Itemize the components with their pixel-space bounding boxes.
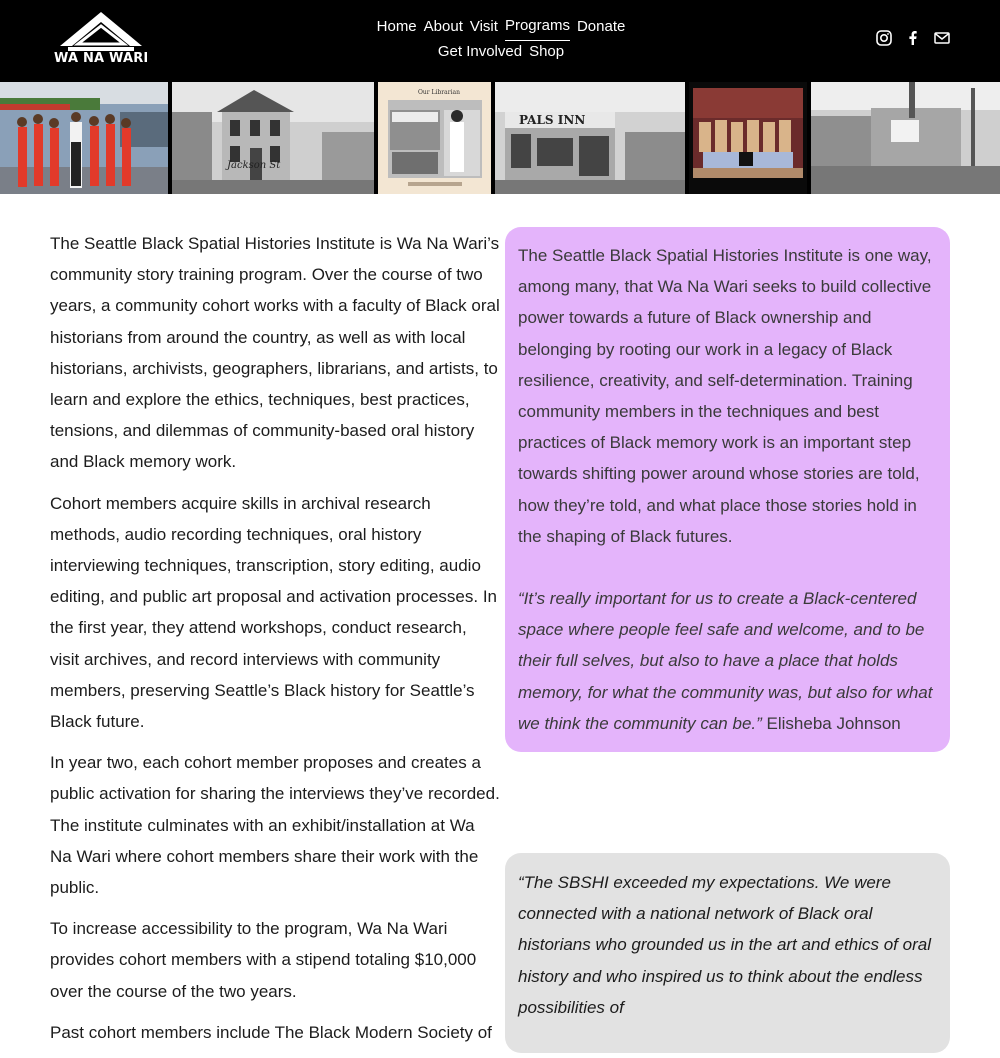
social-links: [876, 30, 950, 46]
nav-visit[interactable]: Visit: [469, 18, 498, 35]
instagram-icon[interactable]: [876, 30, 892, 46]
testimonial-card: [505, 853, 950, 1053]
nav-shop[interactable]: Shop: [529, 43, 565, 60]
quote-text: “It’s really important for us to create a Black-centered space where people feel safe and welcome, and to be their full selves, but also to have a place that holds memory, for what the community was, but also for what we think the community can be.”: [518, 589, 933, 733]
paragraph-intro: The Seattle Black Spatial Histories Institute is Wa Na Wari’s community story training program. Over the course of two years, a community cohort works with a faculty of Black oral historians from around the country, as well as with local historians, archivists, geographers, librarians, and artists, to learn and explore the ethics, techniques, best practices, tensions, and dilemmas of community-based oral history and Black memory work.: [50, 234, 500, 472]
nav-home[interactable]: Home: [376, 18, 417, 35]
photo-caption-librarian: Our Librarian: [418, 89, 460, 96]
nav-get-involved[interactable]: Get Involved: [437, 43, 523, 60]
nav-donate[interactable]: Donate: [576, 18, 626, 35]
paragraph-year-two: In year two, each cohort member proposes and creates a public activation for sharing the interviews they’ve recorded. The institute culminates with an exhibit/installation at Wa Na Wari where cohort members share their work with the public.: [50, 753, 500, 898]
site-header: [0, 0, 1000, 82]
logo[interactable]: [54, 10, 148, 68]
photo-house: [172, 82, 374, 194]
mission-text: The Seattle Black Spatial Histories Institute is one way, among many, that Wa Na Wari seeks to build collective power towards a future of Black ownership and belonging by rooting our work in a legacy of Black resilience, creativity, and self-determination. Training community members in the techniques and best practices of Black memory work is an important step towards shifting power around whose stories are told, how they’re told, and what place those stories hold in the shaping of Black futures.: [518, 246, 932, 546]
logo-text: WA NA WARI: [54, 51, 149, 66]
paragraph-past-cohort: Past cohort members include The Black Modern Society of: [50, 1022, 492, 1042]
photo-strip: [0, 82, 1000, 194]
nav-about[interactable]: About: [423, 18, 463, 35]
photo-pals-inn: [495, 82, 685, 194]
paragraph-skills: Cohort members acquire skills in archival research methods, audio recording techniques, oral history interviewing techniques, transcription, story editing, audio editing, and public art proposal and activation processes. In the first year, they attend workshops, conduct research, visit archives, and record interviews with community members, preserving Seattle’s Black history for Seattle’s Black future.: [50, 493, 497, 732]
testimonial-text: “The SBSHI exceeded my expectations. We were connected with a national network of Black oral historians who grounded us in the art and ethics of oral history and who inspired us to think about the endless possibilities of: [518, 873, 931, 1017]
main-nav: [340, 16, 662, 66]
mission-card: [505, 227, 950, 752]
photo-group: [689, 82, 807, 194]
photo-caption-jackson: Jackson St: [227, 160, 281, 171]
paragraph-stipend: To increase accessibility to the program, Wa Na Wari provides cohort members with a stipend totaling $10,000 over the course of the two years.: [50, 919, 477, 1001]
photo-librarian: [378, 82, 491, 194]
logo-house-icon: [58, 10, 144, 52]
nav-programs[interactable]: Programs: [505, 16, 570, 41]
quote-attribution: Elisheba Johnson: [766, 713, 901, 733]
email-icon[interactable]: [934, 30, 950, 46]
program-description: [50, 228, 500, 1058]
photo-dancers: [0, 82, 168, 194]
photo-caption-palsinn: PALS INN: [519, 113, 586, 127]
quote-elisheba: [518, 583, 936, 739]
photo-street: [811, 82, 1000, 194]
facebook-icon[interactable]: [905, 30, 921, 46]
